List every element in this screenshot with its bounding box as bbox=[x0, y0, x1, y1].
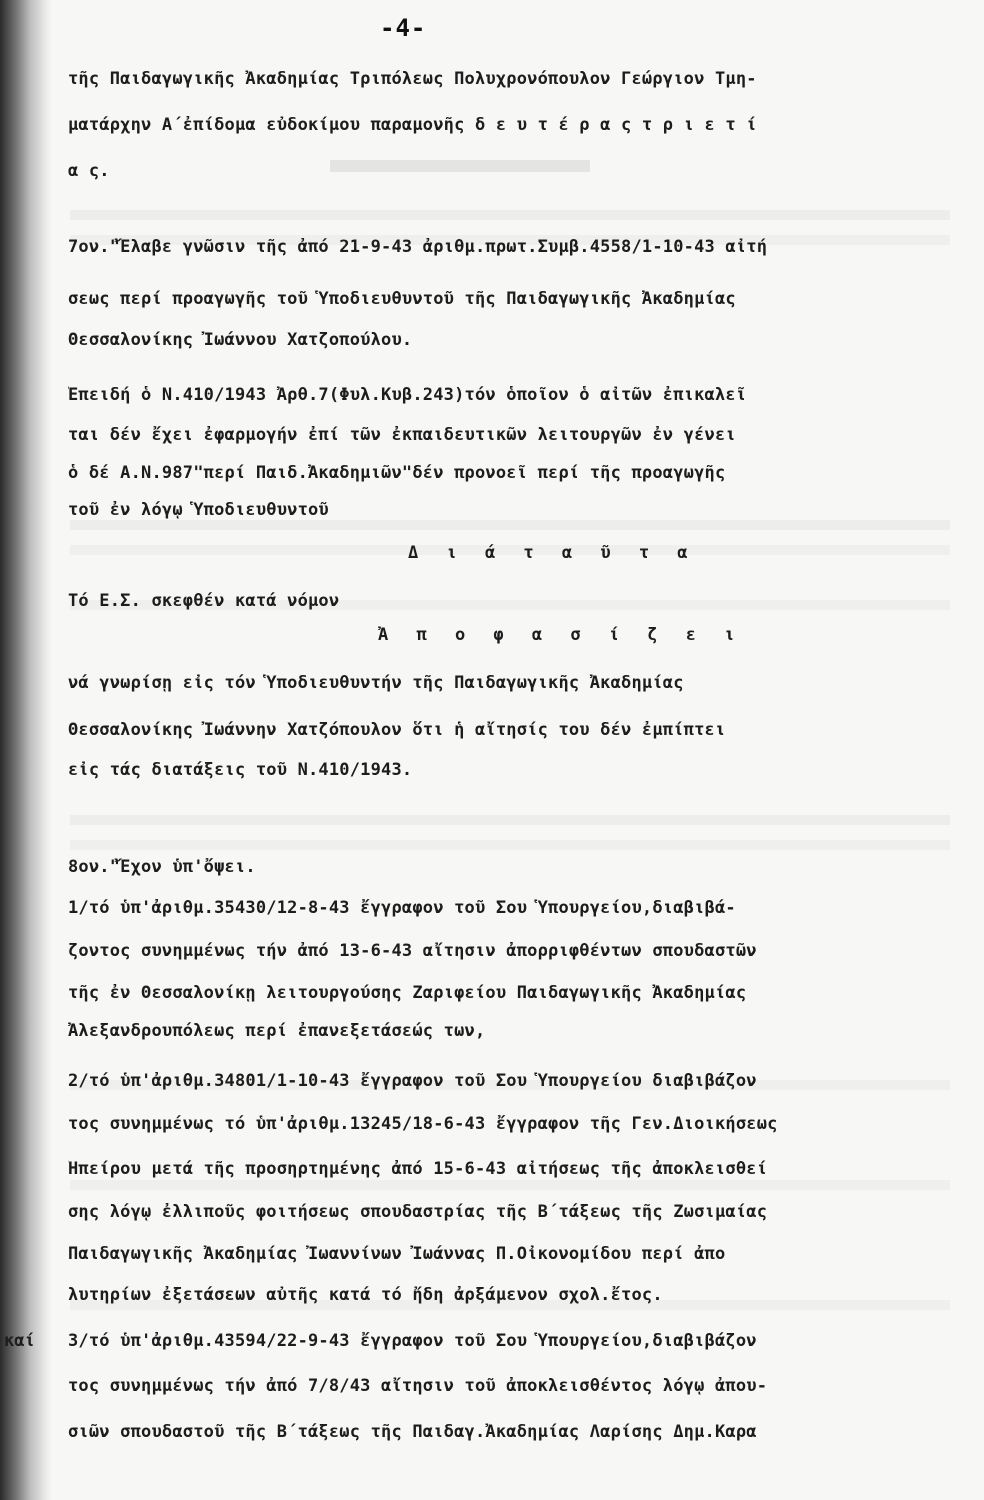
bleed-through bbox=[70, 210, 950, 220]
text-line: τος συνημμένως τήν ἀπό 7/8/43 αἴτησιν τοῦ ἀποκλεισθέντος λόγῳ ἀπου- bbox=[68, 1376, 768, 1396]
text-line: τῆς Παιδαγωγικῆς Ἀκαδημίας Τριπόλεως Πολυχρονόπουλον Γεώργιον Τμη- bbox=[68, 69, 757, 89]
text-line: Τό Ε.Σ. σκεφθέν κατά νόμον bbox=[68, 591, 340, 611]
scan-shadow-edge bbox=[0, 0, 52, 1500]
page-number: -4- bbox=[380, 14, 427, 42]
text-line: σιῶν σπουδαστοῦ τῆς Β΄τάξεως τῆς Παιδαγ.Ἀκαδημίας Λαρίσης Δημ.Καρα bbox=[68, 1422, 757, 1442]
bleed-through bbox=[70, 815, 950, 825]
text-line: τος συνημμένως τό ὑπ'ἀριθμ.13245/18-6-43 ἔγγραφον τῆς Γεν.Διοικήσεως bbox=[68, 1114, 778, 1134]
text-line: ζοντος συνημμένως τήν ἀπό 13-6-43 αἴτησιν ἀπορριφθέντων σπουδαστῶν bbox=[68, 941, 757, 961]
text-line: νά γνωρίσῃ εἰς τόν Ὑποδιευθυντήν τῆς Παιδαγωγικῆς Ἀκαδημίας bbox=[68, 673, 684, 693]
text-line: α ς. bbox=[68, 161, 110, 181]
text-line: ὁ δέ Α.Ν.987"περί Παιδ.Ἀκαδημιῶν"δέν προνοεῖ περί τῆς προαγωγῆς bbox=[68, 463, 726, 483]
text-line: 1/τό ὑπ'ἀριθμ.35430/12-8-43 ἔγγραφον τοῦ Σου Ὑπουργείου,διαβιβά- bbox=[68, 898, 736, 918]
text-line: ματάρχην Α΄ἐπίδομα εὐδοκίμου παραμονῆς δ ε υ τ έ ρ α ς τ ρ ι ε τ ί bbox=[68, 115, 757, 135]
text-line: Παιδαγωγικῆς Ἀκαδημίας Ἰωαννίνων Ἰωάννας Π.Οἰκονομίδου περί ἀπο bbox=[68, 1244, 726, 1264]
text-line: 3/τό ὑπ'ἀριθμ.43594/22-9-43 ἔγγραφον τοῦ Σου Ὑπουργείου,διαβιβάζον bbox=[68, 1331, 757, 1351]
section-heading: Δ ι ά τ α ῦ τ α bbox=[408, 543, 697, 563]
text-line: σεως περί προαγωγῆς τοῦ Ὑποδιευθυντοῦ τῆς Παιδαγωγικῆς Ἀκαδημίας bbox=[68, 289, 736, 309]
text-line: 2/τό ὑπ'ἀριθμ.34801/1-10-43 ἔγγραφον τοῦ Σου Ὑπουργείου διαβιβάζον bbox=[68, 1071, 757, 1091]
text-line: 8ον."Ἔχον ὑπ'ὄψει. bbox=[68, 857, 256, 877]
text-line: Ἐπειδή ὁ Ν.410/1943 Ἀρθ.7(Φυλ.Κυβ.243)τόν ὁποῖον ὁ αἰτῶν ἐπικαλεῖ bbox=[68, 385, 747, 405]
text-line: Ἠπείρου μετά τῆς προσηρτημένης ἀπό 15-6-43 αἰτήσεως τῆς ἀποκλεισθεί bbox=[68, 1159, 768, 1179]
text-line: Θεσσαλονίκης Ἰωάννου Χατζοπούλου. bbox=[68, 330, 413, 350]
text-line: ται δέν ἔχει ἐφαρμογήν ἐπί τῶν ἐκπαιδευτικῶν λειτουργῶν ἐν γένει bbox=[68, 425, 736, 445]
text-line: 7ον."Ἔλαβε γνῶσιν τῆς ἀπό 21-9-43 ἀριθμ.πρωτ.Συμβ.4558/1-10-43 αἰτή bbox=[68, 237, 768, 257]
text-line: σης λόγῳ ἐλλιποῦς φοιτήσεως σπουδαστρίας τῆς Β΄τάξεως τῆς Ζωσιμαίας bbox=[68, 1202, 768, 1222]
text-line: τῆς ἐν Θεσσαλονίκῃ λειτουργούσης Ζαριφείου Παιδαγωγικῆς Ἀκαδημίας bbox=[68, 983, 747, 1003]
text-line: Ἀλεξανδρουπόλεως περί ἐπανεξετάσεώς των, bbox=[68, 1021, 486, 1041]
text-line: εἰς τάς διατάξεις τοῦ Ν.410/1943. bbox=[68, 760, 413, 780]
section-heading: Ἀ π ο φ α σ ί ζ ε ι bbox=[378, 625, 744, 645]
margin-note: καί bbox=[4, 1331, 35, 1351]
text-line: τοῦ ἐν λόγῳ Ὑποδιευθυντοῦ bbox=[68, 500, 329, 520]
text-line: Θεσσαλονίκης Ἰωάννην Χατζόπουλον ὅτι ἡ αἴτησίς του δέν ἐμπίπτει bbox=[68, 720, 726, 740]
text-line: λυτηρίων ἐξετάσεων αὐτῆς κατά τό ἤδη ἀρξάμενον σχολ.ἔτος. bbox=[68, 1285, 663, 1305]
bleed-through bbox=[70, 840, 950, 850]
